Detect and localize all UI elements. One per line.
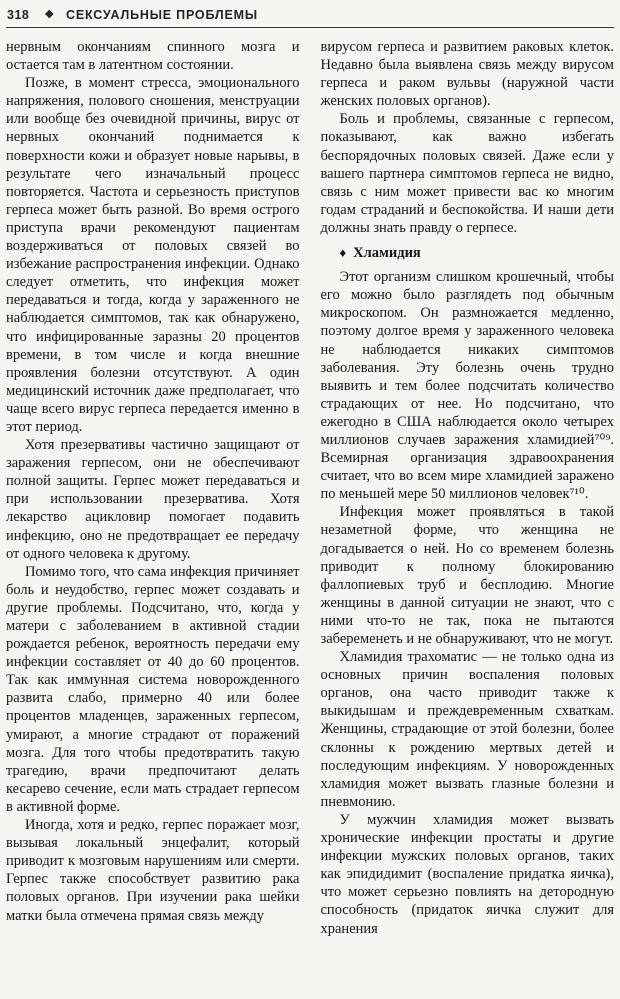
paragraph: нервным окончаниям спинного мозга и остается там в латентном состоянии.	[6, 39, 300, 74]
section-heading-title: Хламидия	[353, 245, 421, 262]
paragraph: Этот организм слишком крошечный, чтобы его можно было разглядеть под обычным микроскопом. Он размножается медленно, поэтому долгое время у зараженного человека не наблюдается никаких симптомов заболевания. Эту болезнь очень трудно выявить и тем более подсчитать количество страдающих от нее. Но подсчитано, что ежегодно в США наблюдается около четырех миллионов случаев заражения хламидией⁷⁰⁹. Всемирная организация здравоохранения считает, что во всем мире хламидией заражено по меньшей мере 50 миллионов человек⁷¹⁰.	[320, 269, 614, 503]
paragraph: Инфекция может проявляться в такой незаметной форме, что женщина не догадывается о ней. Но со временем болезнь приводит к полному блокированию фаллопиевых труб и бесплодию. Многие женщины в данной ситуации не знают, что с ними что-то не так, пока не пытаются забеременеть и не обнаруживают, что не могут.	[320, 504, 614, 647]
paragraph: Помимо того, что сама инфекция причиняет боль и неудобство, герпес может создавать и другие проблемы. Подсчитано, что, когда у матери с заболеванием в активной стадии рождается ребенок, вероятность передачи ему инфекции составляет от 40 до 60 процентов. Так как иммунная система новорожденного развита слабо, примерно 40 или более процентов младенцев, зараженных герпесом, умирают, а многие страдают от поражений мозга. Для того чтобы предотвратить такую трагедию, врачи предпочитают делать кесарево сечение, если мать страдает герпесом в активной форме.	[6, 563, 300, 815]
page-number: 318	[7, 8, 30, 22]
paragraph: Иногда, хотя и редко, герпес поражает мозг, вызывая локальный энцефалит, который приводит к мозговым нарушениям или смерти. Герпес также способствует развитию рака половых органов. При изучении рака шейки матки была отмечена прямая связь между	[6, 817, 300, 924]
paragraph: Боль и проблемы, связанные с герпесом, показывают, как важно избегать беспорядочных половых связей. Даже если у вашего партнера симптомов герпеса не видно, связь с ним может привести вас ко многим годам страданий и беспокойства. И наши дети должны знать правду о герпесе.	[320, 111, 614, 236]
running-title: СЕКСУАЛЬНЫЕ ПРОБЛЕМЫ	[66, 8, 258, 22]
paragraph: У мужчин хламидия может вызвать хронические инфекции простаты и другие инфекции мужских половых органов, таких как эпидидимит (воспаление придатка яичка), что может серьезно повлиять на детородную способность (придаток яичка служит для хранения	[320, 811, 614, 937]
section-heading	[321, 244, 615, 262]
diamond-separator-icon: ❖	[44, 9, 56, 21]
paragraph: Хотя презервативы частично защищают от заражения герпесом, они не обеспечивают полной защиты. Герпес может передаваться и при использовании презерватива. Хотя лекарство ацикловир помогает подавить инфекцию, оно не предотвращает ее передачу от одного человека к другому.	[6, 437, 300, 562]
paragraph: Позже, в момент стресса, эмоционального напряжения, полового сношения, менструации или вообще без очевидной причины, вирус от нервных окончаний поднимается к поверхности кожи и образует новые нарывы, в результате чего изначальный процесс повторяется. Частота и серьезность приступов герпеса может быть разной. Во время острого приступа врачи рекомендуют пациентам воздерживаться от половых связей во избежание распространения инфекции. Однако следует отметить, что инфекция может передаваться и тогда, когда у зараженного не наблюдается симптомов, так как обнаружено, что инфицированные заразны 20 процентов времени, в том числе и когда внешние проявления болезни отсутствуют. А один медицинский источник даже предполагает, что чаще всего вирус герпеса передается именно в этот период.	[6, 75, 300, 435]
diamond-bullet-icon: ♦	[339, 245, 347, 261]
left-column	[6, 38, 300, 990]
text-columns	[6, 38, 614, 990]
page-header	[6, 5, 614, 27]
paragraph: вирусом герпеса и развитием раковых клеток. Недавно была выявлена связь между вирусом герпеса и раком вульвы (наружной части женских половых органов).	[320, 39, 614, 110]
paragraph: Хламидия трахоматис — не только одна из основных причин воспаления половых органов, она часто приводит также к выкидышам и преждевременным схваткам. Женщины, страдающие от этой болезни, более склонны к рождению мертвых детей и последующим инфекциям. У новорожденных хламидия может вызвать глазные болезни и пневмонию.	[320, 649, 614, 810]
right-column	[321, 38, 615, 990]
header-rule	[6, 27, 614, 28]
